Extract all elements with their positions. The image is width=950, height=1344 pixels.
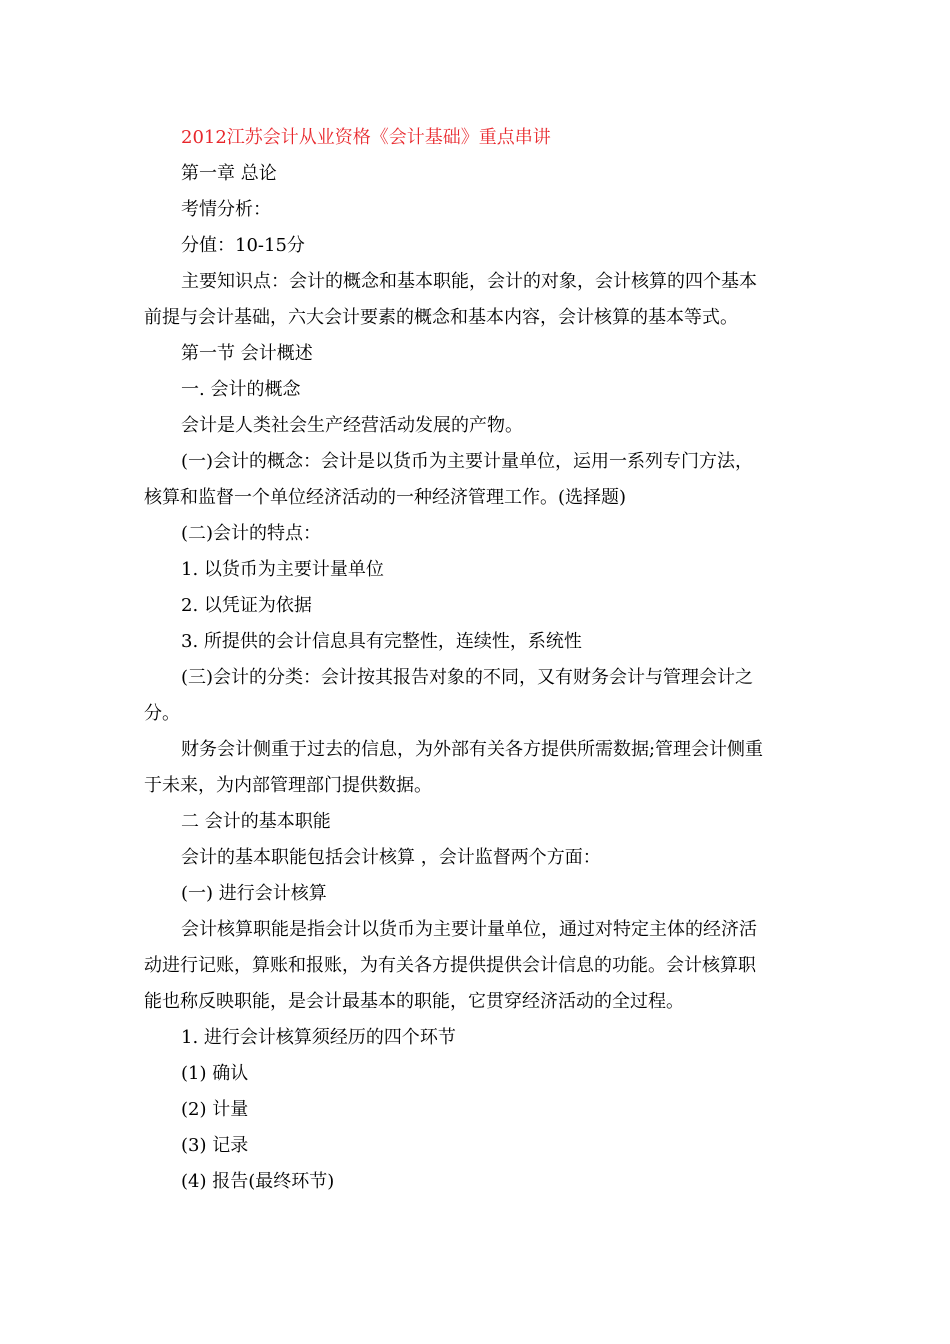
list-item: 1. 以货币为主要计量单位 (181, 559, 384, 580)
list-item: 2. 以凭证为依据 (181, 595, 312, 616)
paragraph-line: 分值：10-15分 (181, 235, 305, 256)
list-item: (3) 记录 (181, 1135, 249, 1156)
paragraph-line: (一)会计的概念：会计是以货币为主要计量单位，运用一系列专门方法， (181, 451, 754, 472)
list-item: (1) 确认 (181, 1063, 249, 1084)
paragraph-line: 核算和监督一个单位经济活动的一种经济管理工作。(选择题) (144, 487, 627, 508)
list-item: (4) 报告(最终环节) (181, 1171, 335, 1192)
list-item: 3. 所提供的会计信息具有完整性，连续性，系统性 (181, 631, 582, 652)
subsection-heading: 二 会计的基本职能 (181, 811, 331, 832)
paragraph-line: (一) 进行会计核算 (181, 883, 327, 904)
paragraph-line: 考情分析： (181, 199, 271, 220)
paragraph-line: 分。 (144, 703, 180, 724)
paragraph-line: 财务会计侧重于过去的信息，为外部有关各方提供所需数据;管理会计侧重 (181, 739, 764, 760)
chapter-heading: 第一章 总论 (181, 163, 277, 184)
paragraph-line: 主要知识点：会计的概念和基本职能，会计的对象，会计核算的四个基本 (181, 271, 757, 292)
paragraph-line: 会计核算职能是指会计以货币为主要计量单位，通过对特定主体的经济活 (181, 919, 757, 940)
list-item: (2) 计量 (181, 1099, 249, 1120)
paragraph-line: 前提与会计基础，六大会计要素的概念和基本内容，会计核算的基本等式。 (144, 307, 738, 328)
paragraph-line: 动进行记账，算账和报账，为有关各方提供提供会计信息的功能。会计核算职 (144, 955, 756, 976)
subsection-heading: 一. 会计的概念 (181, 379, 301, 400)
list-item: 1. 进行会计核算须经历的四个环节 (181, 1027, 456, 1048)
paragraph-line: (三)会计的分类：会计按其报告对象的不同，又有财务会计与管理会计之 (181, 667, 754, 688)
paragraph-line: (二)会计的特点： (181, 523, 322, 544)
paragraph-line: 会计的基本职能包括会计核算 ，会计监督两个方面： (181, 847, 601, 868)
document-title: 2012江苏会计从业资格《会计基础》重点串讲 (181, 127, 551, 148)
section-heading: 第一节 会计概述 (181, 343, 313, 364)
paragraph-line: 于未来，为内部管理部门提供数据。 (144, 775, 432, 796)
paragraph-line: 会计是人类社会生产经营活动发展的产物。 (181, 415, 523, 436)
paragraph-line: 能也称反映职能，是会计最基本的职能，它贯穿经济活动的全过程。 (144, 991, 684, 1012)
